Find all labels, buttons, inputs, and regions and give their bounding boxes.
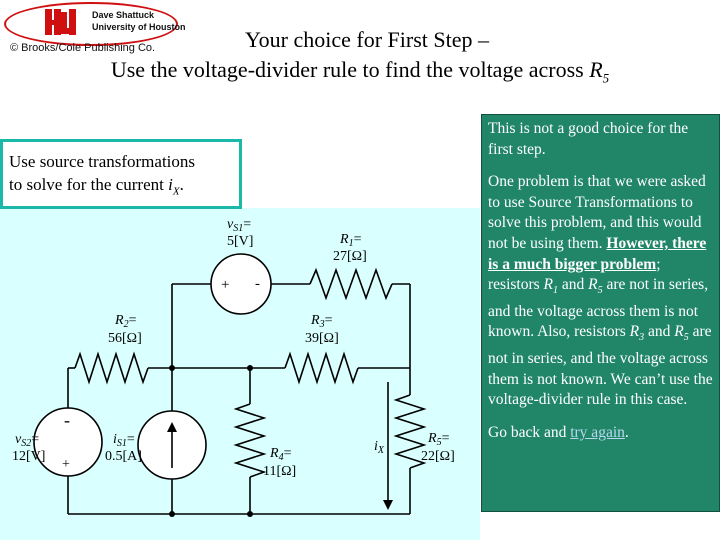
vs1-label: $v_{S1}=$ <box>227 217 252 234</box>
feedback-navigation: Go back and try again. <box>488 423 629 441</box>
try-again-link[interactable]: try again <box>570 423 625 441</box>
r4-value: 11[Ω] <box>263 464 297 479</box>
is1-label: $i_{S1}=$ <box>113 432 135 449</box>
feedback-explanation: One problem is that we were asked to use Source Transformations to solve this problem, and this would not be using them. However, there is a much bigger problem; resistors $R_1$ and $R_5$ are not in series, and the voltage across them is not known. Also, resistors $R_3$ and $R_5$ are not in series, and the voltage across them is not known. We can’t use the voltage-divider rule in this case. <box>488 173 713 409</box>
logo-university: University of Houston <box>92 22 186 32</box>
r3-value: 39[Ω] <box>305 331 339 346</box>
r2-value: 56[Ω] <box>108 331 142 346</box>
feedback-panel <box>481 114 720 512</box>
r4-label: $R_4=$ <box>270 446 292 463</box>
choice-line2: to solve for the current $i_X$. <box>9 175 184 198</box>
vs2-plus: + <box>62 457 70 472</box>
r1-value: 27[Ω] <box>333 249 367 264</box>
choice-line1: Use source transformations <box>9 152 196 171</box>
vs2-minus: - <box>64 410 70 430</box>
logo-publisher: © Brooks/Cole Publishing Co. <box>10 42 156 54</box>
r5-value: 22[Ω] <box>421 449 455 464</box>
is1-value: 0.5[A] <box>105 449 142 464</box>
selected-choice-box <box>0 139 242 209</box>
vs1-minus: - <box>255 276 260 292</box>
vs1-plus: + <box>221 277 230 293</box>
vs2-label: $v_{S2}=$ <box>15 432 40 449</box>
page-title-line1: Your choice for First Step – <box>244 27 490 52</box>
vs1-value: 5[V] <box>227 234 254 249</box>
r1-label: $R_1=$ <box>340 232 362 249</box>
ix-label: $i_X$ <box>374 439 384 456</box>
feedback-verdict: This is not a good choice for the first step. <box>488 120 689 158</box>
circuit-diagram <box>0 208 480 540</box>
r2-label: $R_2=$ <box>115 313 137 330</box>
page-title-line2: Use the voltage-divider rule to find the voltage across $R_5$ <box>110 57 610 86</box>
vs2-value: 12[V] <box>12 449 46 464</box>
logo-author: Dave Shattuck <box>92 10 155 20</box>
r5-label: $R_5=$ <box>428 431 450 448</box>
r3-label: $R_3=$ <box>311 313 333 330</box>
